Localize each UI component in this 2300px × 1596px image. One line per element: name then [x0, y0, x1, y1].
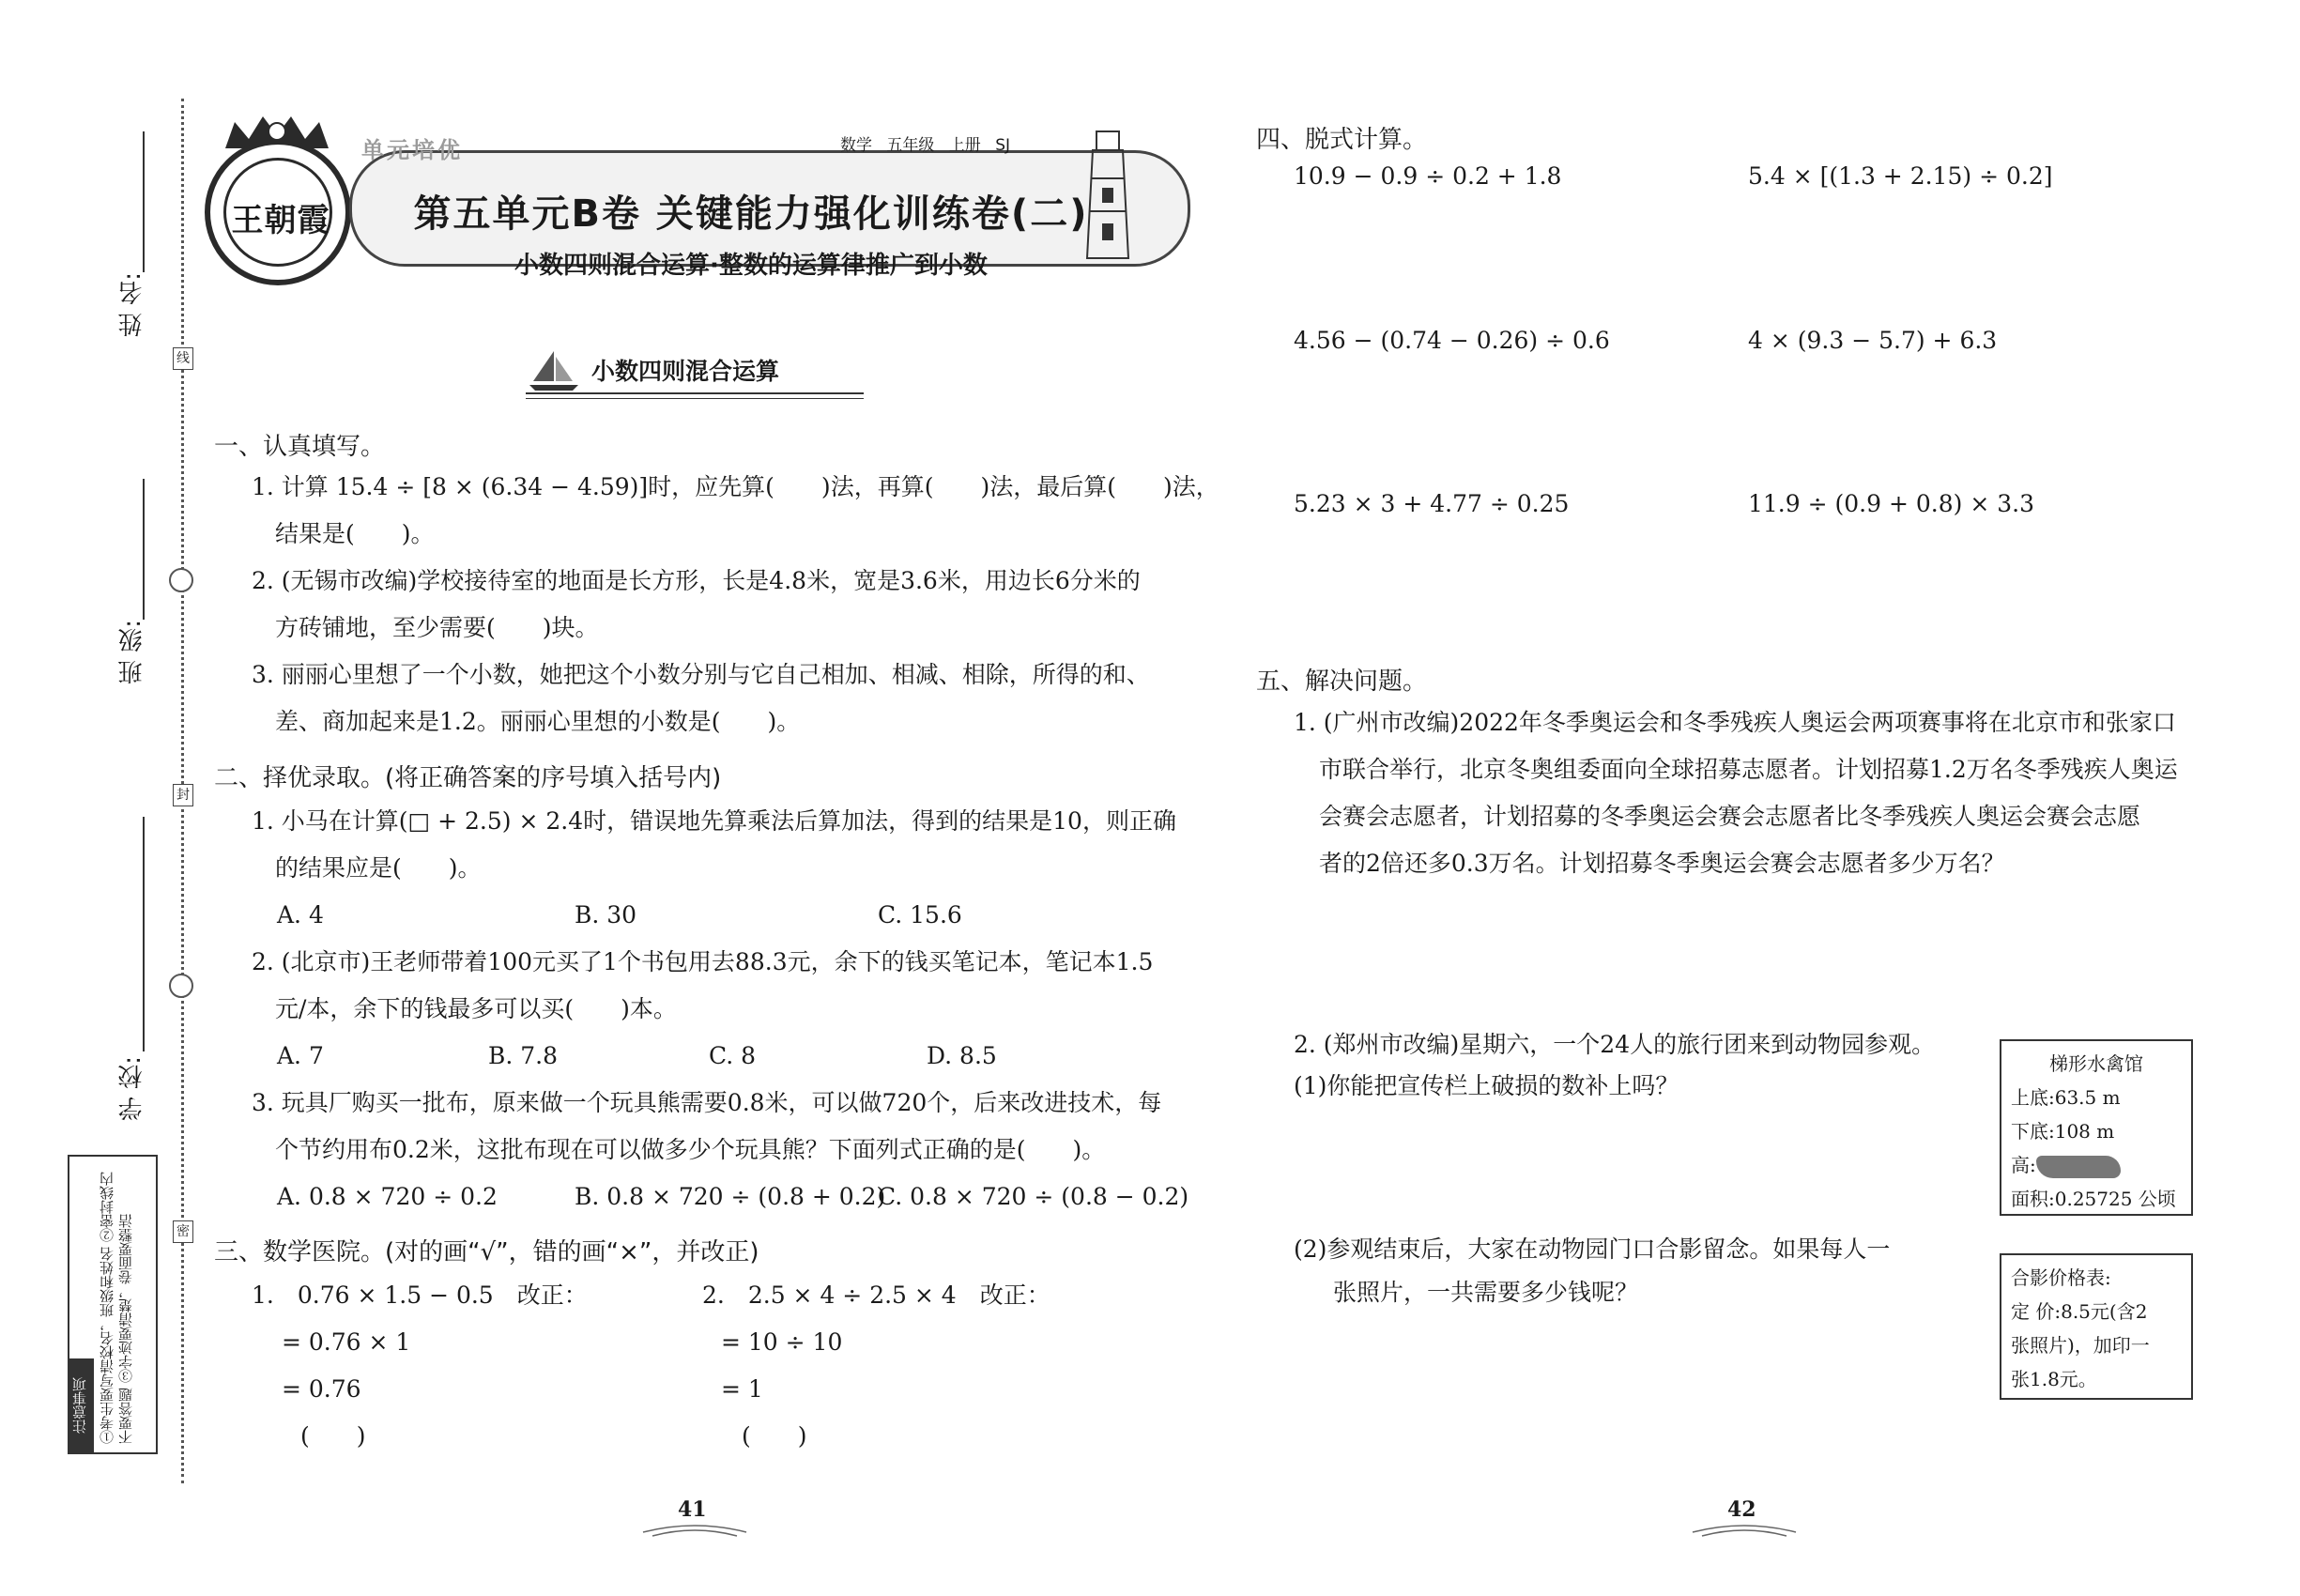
- s5-q1-line1: 1. (广州市改编)2022年冬季奥运会和冬季残疾人奥运会两项赛事将在北京市和张家口: [1294, 709, 2176, 736]
- s2-q1-line2: 的结果应是( )。: [275, 854, 482, 882]
- price-table-line: 张照片)，加印一: [2011, 1334, 2150, 1357]
- notice-board-title: 梯形水禽馆: [2049, 1052, 2143, 1075]
- s4-expr-3: 4.56 − (0.74 − 0.26) ÷ 0.6: [1294, 327, 1610, 354]
- s3-p2-line1: 2. 2.5 × 4 ÷ 2.5 × 4 改正：: [702, 1281, 1050, 1309]
- s4-expr-2: 5.4 × [(1.3 + 2.15) ÷ 0.2]: [1748, 162, 2053, 190]
- price-table-box: [2000, 1253, 2193, 1400]
- binding-hole-icon: [169, 568, 193, 592]
- notice-board-line: 面积:0.25725 公顷: [2011, 1188, 2176, 1210]
- s3-p1-judgement: ( ): [300, 1422, 366, 1450]
- s4-title: 四、脱式计算。: [1256, 126, 1428, 154]
- s5-q2-part2-line1: (2)参观结束后，大家在动物园门口合影留念。如果每人一: [1294, 1235, 1891, 1263]
- notice-board-height-label: 高:: [2011, 1154, 2036, 1176]
- grade-line: 数学 五年级 上册 SJ: [840, 136, 1011, 155]
- notes-title: 注意事项: [69, 1358, 94, 1452]
- s2-q3-option: B. 0.8 × 720 ÷ (0.8 + 0.2): [575, 1183, 886, 1210]
- damaged-patch: [2036, 1156, 2121, 1178]
- section-heading-text: 小数四则混合运算: [591, 358, 780, 385]
- s2-title: 二、择优录取。(将正确答案的序号填入括号内): [214, 764, 722, 792]
- binding-tag-secret: 密: [173, 1220, 193, 1243]
- binding-tag-line: 线: [173, 347, 193, 370]
- notice-board-line: 上底:63.5 m: [2011, 1086, 2121, 1109]
- class-fill-line: [143, 479, 145, 620]
- page-title: 第五单元B卷 关键能力强化训练卷(二): [413, 192, 1089, 236]
- s5-title: 五、解决问题。: [1256, 668, 1428, 696]
- s1-title: 一、认真填写。: [214, 433, 386, 461]
- notice-board-line-height: [2011, 1148, 2182, 1182]
- school-fill-line: [143, 817, 145, 1051]
- section-heading: [526, 349, 864, 396]
- s1-q2-line2: 方砖铺地，至少需要( )块。: [275, 614, 599, 641]
- name-label: 姓 名:: [118, 272, 146, 338]
- brand-name: 王朝霞: [231, 202, 330, 239]
- s1-q3-line1: 3. 丽丽心里想了一个小数，她把这个小数分别与它自己相加、相减、相除，所得的和、: [252, 661, 1150, 688]
- s3-p2-line3: = 1: [721, 1375, 763, 1403]
- s4-expr-5: 5.23 × 3 + 4.77 ÷ 0.25: [1294, 490, 1570, 517]
- s2-q3-option: C. 0.8 × 720 ÷ (0.8 − 0.2): [878, 1183, 1189, 1210]
- s3-p1-line1: 1. 0.76 × 1.5 − 0.5 改正：: [252, 1281, 588, 1309]
- s1-q2-line1: 2. (无锡市改编)学校接待室的地面是长方形，长是4.8米，宽是3.6米，用边长6分米的: [252, 567, 1141, 594]
- sailboat-icon: [526, 349, 582, 391]
- s5-q1-line4: 者的2倍还多0.3万名。计划招募冬季奥运会赛会志愿者多少万名？: [1319, 850, 2005, 877]
- page-number-left: 41: [678, 1497, 707, 1522]
- s5-q2-part1: (1)你能把宣传栏上破损的数补上吗？: [1294, 1072, 1679, 1099]
- page-ornament-icon: [638, 1523, 751, 1542]
- notes-text: ①考生要写清校名，班级和姓名 ②密封线内不要答题 ③字迹要清楚，卷面要整洁: [99, 1172, 134, 1444]
- s2-q2-option: C. 8: [709, 1042, 757, 1069]
- binding-tag-seal: 封: [173, 784, 193, 806]
- s2-q2-option: D. 8.5: [927, 1042, 997, 1069]
- unit-tag: 单元培优: [361, 137, 463, 163]
- s1-q1-line1: 1. 计算 15.4 ÷ [8 × (6.34 − 4.59)]时，应先算( )法，再算( )法，最后算( )法，: [252, 473, 1219, 500]
- s3-p1-line2: = 0.76 × 1: [282, 1328, 411, 1356]
- s3-p1-line3: = 0.76: [282, 1375, 361, 1403]
- s2-q2-line1: 2. (北京市)王老师带着100元买了1个书包用去88.3元，余下的钱买笔记本，笔记本1.5: [252, 948, 1154, 975]
- price-table-line: 定 价:8.5元(含2: [2011, 1300, 2148, 1323]
- s4-expr-4: 4 × (9.3 − 5.7) + 6.3: [1748, 327, 1998, 354]
- s2-q3-line1: 3. 玩具厂购买一批布，原来做一个玩具熊需要0.8米，可以做720个，后来改进技术，每: [252, 1089, 1162, 1116]
- notice-board-line: 下底:108 m: [2011, 1120, 2115, 1143]
- s4-expr-6: 11.9 ÷ (0.9 + 0.8) × 3.3: [1748, 490, 2034, 517]
- page-ornament-icon: [1688, 1523, 1801, 1542]
- s2-q1-option: A. 4: [277, 901, 324, 928]
- notice-board-box: [2000, 1039, 2193, 1216]
- s3-p2-line2: = 10 ÷ 10: [721, 1328, 843, 1356]
- s2-q1-option: C. 15.6: [878, 901, 962, 928]
- notes-box: [68, 1155, 158, 1454]
- section-heading-rule: [526, 392, 864, 399]
- brand-logo: [205, 139, 351, 285]
- name-fill-line: [143, 131, 145, 272]
- s2-q2-line2: 元/本，余下的钱最多可以买( )本。: [275, 995, 677, 1022]
- s2-q1-line1: 1. 小马在计算(□ + 2.5) × 2.4时，错误地先算乘法后算加法，得到的结果是10，则正确: [252, 807, 1176, 835]
- s4-expr-1: 10.9 − 0.9 ÷ 0.2 + 1.8: [1294, 162, 1562, 190]
- class-label: 班 级:: [118, 620, 146, 685]
- s2-q2-option: A. 7: [277, 1042, 324, 1069]
- page-subtitle: 小数四则混合运算·整数的运算律推广到小数: [514, 252, 988, 280]
- s1-q1-line2: 结果是( )。: [275, 520, 435, 547]
- price-table-line: 合影价格表:: [2011, 1266, 2111, 1289]
- s5-q2-part2-line2: 张照片，一共需要多少钱呢？: [1333, 1279, 1639, 1306]
- price-table-line: 张1.8元。: [2011, 1368, 2097, 1390]
- binding-hole-icon: [169, 974, 193, 998]
- s3-title: 三、数学医院。(对的画“√”，错的画“×”，并改正): [214, 1238, 759, 1266]
- s2-q3-option: A. 0.8 × 720 ÷ 0.2: [277, 1183, 498, 1210]
- s1-q3-line2: 差、商加起来是1.2。丽丽心里想的小数是( )。: [275, 708, 801, 735]
- s2-q2-option: B. 7.8: [488, 1042, 559, 1069]
- school-label: 学 校:: [118, 1056, 146, 1122]
- s5-q1-line3: 会赛会志愿者，计划招募的冬季奥运会赛会志愿者比冬季残疾人奥运会赛会志愿: [1319, 803, 2141, 830]
- s2-q3-line2: 个节约用布0.2米，这批布现在可以做多少个玩具熊？下面列式正确的是( )。: [275, 1136, 1106, 1163]
- s3-p2-judgement: ( ): [742, 1422, 807, 1450]
- s2-q1-option: B. 30: [575, 901, 637, 928]
- s5-q1-line2: 市联合举行，北京冬奥组委面向全球招募志愿者。计划招募1.2万名冬季残疾人奥运: [1319, 756, 2178, 783]
- s5-q2-line1: 2. (郑州市改编)星期六，一个24人的旅行团来到动物园参观。: [1294, 1031, 1936, 1058]
- page-number-right: 42: [1727, 1497, 1756, 1522]
